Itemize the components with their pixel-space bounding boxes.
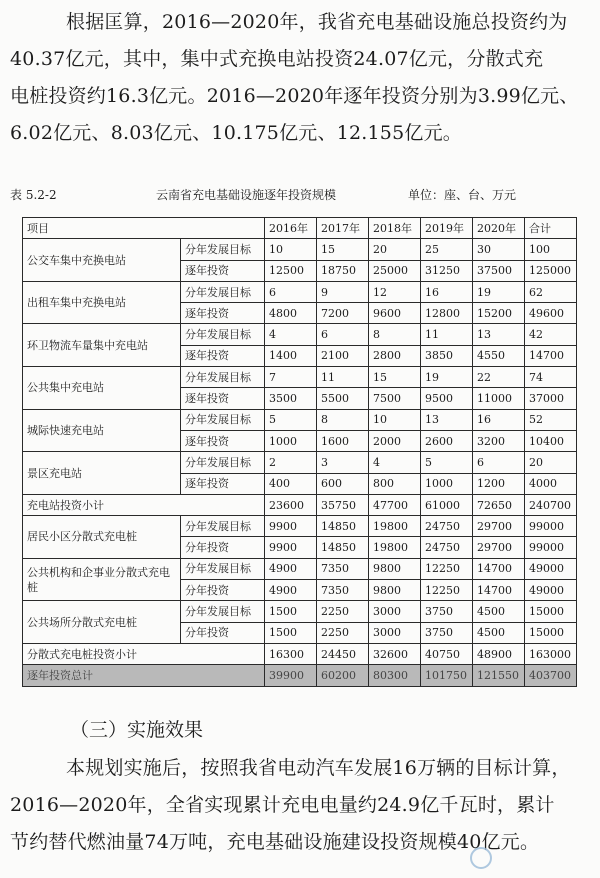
table-caption xyxy=(10,186,595,204)
project-name-cell: 城际快速充电站 xyxy=(23,409,181,452)
value-cell: 16 xyxy=(473,409,525,430)
indicator-cell: 逐年投资 xyxy=(181,430,265,451)
value-cell: 14700 xyxy=(473,580,525,601)
indicator-cell: 分年发展目标 xyxy=(181,452,265,473)
table-row xyxy=(23,516,577,537)
value-cell: 4800 xyxy=(265,303,317,324)
value-cell: 24750 xyxy=(421,516,473,537)
header-cell: 2018年 xyxy=(369,218,421,239)
value-cell: 35750 xyxy=(317,494,369,515)
value-cell: 4 xyxy=(369,452,421,473)
value-cell: 3200 xyxy=(473,430,525,451)
value-cell: 2250 xyxy=(317,622,369,643)
value-cell: 12 xyxy=(369,281,421,302)
value-cell: 62 xyxy=(525,281,577,302)
project-name-cell: 景区充电站 xyxy=(23,452,181,495)
value-cell: 39900 xyxy=(265,665,317,686)
value-cell: 15200 xyxy=(473,303,525,324)
value-cell: 12800 xyxy=(421,303,473,324)
value-cell: 12250 xyxy=(421,580,473,601)
value-cell: 32600 xyxy=(369,643,421,664)
watermark xyxy=(470,842,592,874)
value-cell: 7200 xyxy=(317,303,369,324)
value-cell: 10 xyxy=(369,409,421,430)
value-cell: 80300 xyxy=(369,665,421,686)
value-cell: 5 xyxy=(265,409,317,430)
header-cell: 2020年 xyxy=(473,218,525,239)
value-cell: 7500 xyxy=(369,388,421,409)
value-cell: 10 xyxy=(265,239,317,260)
value-cell: 72650 xyxy=(473,494,525,515)
value-cell: 13 xyxy=(421,409,473,430)
value-cell: 49000 xyxy=(525,558,577,579)
value-cell: 101750 xyxy=(421,665,473,686)
value-cell: 7350 xyxy=(317,558,369,579)
value-cell: 20 xyxy=(369,239,421,260)
value-cell: 19800 xyxy=(369,537,421,558)
value-cell: 25000 xyxy=(369,260,421,281)
header-cell: 2019年 xyxy=(421,218,473,239)
value-cell: 5500 xyxy=(317,388,369,409)
value-cell: 37000 xyxy=(525,388,577,409)
table-row xyxy=(23,239,577,260)
indicator-cell: 分年发展目标 xyxy=(181,367,265,388)
indicator-cell: 分年发展目标 xyxy=(181,558,265,579)
indicator-cell: 分年投资 xyxy=(181,622,265,643)
value-cell: 15000 xyxy=(525,601,577,622)
station-subtotal-row xyxy=(23,494,577,515)
value-cell: 11 xyxy=(317,367,369,388)
value-cell: 16300 xyxy=(265,643,317,664)
value-cell: 2000 xyxy=(369,430,421,451)
value-cell: 24750 xyxy=(421,537,473,558)
value-cell: 3850 xyxy=(421,345,473,366)
header-cell: 合计 xyxy=(525,218,577,239)
intro-paragraph xyxy=(10,4,595,152)
value-cell: 49600 xyxy=(525,303,577,324)
value-cell: 19 xyxy=(421,367,473,388)
value-cell: 22 xyxy=(473,367,525,388)
value-cell: 31250 xyxy=(421,260,473,281)
value-cell: 403700 xyxy=(525,665,577,686)
header-cell: 2017年 xyxy=(317,218,369,239)
value-cell: 1400 xyxy=(265,345,317,366)
indicator-cell: 逐年投资 xyxy=(181,388,265,409)
table-row xyxy=(23,452,577,473)
station-subtotal-row-label: 充电站投资小计 xyxy=(23,494,265,515)
value-cell: 49000 xyxy=(525,580,577,601)
indicator-cell: 分年投资 xyxy=(181,580,265,601)
header-cell: 项目 xyxy=(23,218,265,239)
table-number: 表 5.2-2 xyxy=(10,188,57,202)
value-cell: 37500 xyxy=(473,260,525,281)
indicator-cell: 逐年投资 xyxy=(181,345,265,366)
table-row xyxy=(23,558,577,579)
value-cell: 47700 xyxy=(369,494,421,515)
indicator-cell: 逐年投资 xyxy=(181,473,265,494)
value-cell: 4 xyxy=(265,324,317,345)
intro-line: 40.37亿元，其中，集中式充换电站投资24.07亿元，分散式充 xyxy=(10,48,544,70)
table-row xyxy=(23,367,577,388)
value-cell: 4500 xyxy=(473,622,525,643)
indicator-cell: 分年发展目标 xyxy=(181,281,265,302)
value-cell: 163000 xyxy=(525,643,577,664)
grand-total-row xyxy=(23,665,577,686)
value-cell: 74 xyxy=(525,367,577,388)
value-cell: 1200 xyxy=(473,473,525,494)
value-cell: 9900 xyxy=(265,516,317,537)
value-cell: 14850 xyxy=(317,516,369,537)
outcome-line: 节约替代燃油量74万吨，充电基础设施建设投资规模40亿元。 xyxy=(10,831,540,853)
value-cell: 3000 xyxy=(369,622,421,643)
value-cell: 11 xyxy=(421,324,473,345)
value-cell: 1600 xyxy=(317,430,369,451)
value-cell: 2 xyxy=(265,452,317,473)
indicator-cell: 分年发展目标 xyxy=(181,516,265,537)
table-row xyxy=(23,601,577,622)
value-cell: 10400 xyxy=(525,430,577,451)
value-cell: 16 xyxy=(421,281,473,302)
value-cell: 4500 xyxy=(473,601,525,622)
outcome-line: 本规划实施后，按照我省电动汽车发展16万辆的目标计算， xyxy=(66,757,571,779)
project-name-cell: 环卫物流车量集中充电站 xyxy=(23,324,181,367)
value-cell: 52 xyxy=(525,409,577,430)
value-cell: 12250 xyxy=(421,558,473,579)
indicator-cell: 分年投资 xyxy=(181,537,265,558)
value-cell: 3500 xyxy=(265,388,317,409)
indicator-cell: 逐年投资 xyxy=(181,260,265,281)
value-cell: 15 xyxy=(369,367,421,388)
table-row xyxy=(23,409,577,430)
value-cell: 125000 xyxy=(525,260,577,281)
value-cell: 9500 xyxy=(421,388,473,409)
investment-table xyxy=(22,217,577,687)
value-cell: 13 xyxy=(473,324,525,345)
value-cell: 42 xyxy=(525,324,577,345)
value-cell: 1000 xyxy=(421,473,473,494)
value-cell: 7350 xyxy=(317,580,369,601)
value-cell: 30 xyxy=(473,239,525,260)
value-cell: 6 xyxy=(265,281,317,302)
value-cell: 240700 xyxy=(525,494,577,515)
value-cell: 14850 xyxy=(317,537,369,558)
pile-subtotal-row xyxy=(23,643,577,664)
intro-line: 根据匡算，2016—2020年，我省充电基础设施总投资约为 xyxy=(66,11,568,33)
value-cell: 9900 xyxy=(265,537,317,558)
value-cell: 100 xyxy=(525,239,577,260)
value-cell: 3000 xyxy=(369,601,421,622)
value-cell: 29700 xyxy=(473,537,525,558)
value-cell: 19 xyxy=(473,281,525,302)
value-cell: 1500 xyxy=(265,601,317,622)
value-cell: 99000 xyxy=(525,516,577,537)
project-name-cell: 出租车集中充换电站 xyxy=(23,281,181,324)
value-cell: 2100 xyxy=(317,345,369,366)
project-name-cell: 公交车集中充换电站 xyxy=(23,239,181,282)
value-cell: 2800 xyxy=(369,345,421,366)
value-cell: 4900 xyxy=(265,558,317,579)
value-cell: 9800 xyxy=(369,580,421,601)
value-cell: 1500 xyxy=(265,622,317,643)
table-row xyxy=(23,281,577,302)
value-cell: 11000 xyxy=(473,388,525,409)
value-cell: 2600 xyxy=(421,430,473,451)
value-cell: 9800 xyxy=(369,558,421,579)
value-cell: 4900 xyxy=(265,580,317,601)
value-cell: 8 xyxy=(369,324,421,345)
indicator-cell: 分年发展目标 xyxy=(181,601,265,622)
indicator-cell: 逐年投资 xyxy=(181,303,265,324)
value-cell: 15000 xyxy=(525,622,577,643)
value-cell: 12500 xyxy=(265,260,317,281)
section-heading: （三）实施效果 xyxy=(70,719,204,741)
value-cell: 2250 xyxy=(317,601,369,622)
project-name-cell: 公共场所分散式充电桩 xyxy=(23,601,181,644)
value-cell: 61000 xyxy=(421,494,473,515)
value-cell: 15 xyxy=(317,239,369,260)
intro-line: 电桩投资约16.3亿元。2016—2020年逐年投资分别为3.99亿元、 xyxy=(10,85,579,107)
value-cell: 24450 xyxy=(317,643,369,664)
value-cell: 400 xyxy=(265,473,317,494)
value-cell: 6 xyxy=(473,452,525,473)
value-cell: 23600 xyxy=(265,494,317,515)
intro-line: 6.02亿元、8.03亿元、10.175亿元、12.155亿元。 xyxy=(10,122,462,144)
value-cell: 7 xyxy=(265,367,317,388)
value-cell: 29700 xyxy=(473,516,525,537)
value-cell: 14700 xyxy=(525,345,577,366)
value-cell: 60200 xyxy=(317,665,369,686)
project-name-cell: 居民小区分散式充电桩 xyxy=(23,516,181,559)
table-unit: 单位：座、台、万元 xyxy=(408,188,517,202)
value-cell: 9600 xyxy=(369,303,421,324)
value-cell: 8 xyxy=(317,409,369,430)
value-cell: 4000 xyxy=(525,473,577,494)
value-cell: 3750 xyxy=(421,601,473,622)
project-name-cell: 公共集中充电站 xyxy=(23,367,181,410)
pile-subtotal-row-label: 分散式充电桩投资小计 xyxy=(23,643,265,664)
indicator-cell: 分年发展目标 xyxy=(181,239,265,260)
indicator-cell: 分年发展目标 xyxy=(181,324,265,345)
value-cell: 9 xyxy=(317,281,369,302)
grand-total-row-label: 逐年投资总计 xyxy=(23,665,265,686)
value-cell: 99000 xyxy=(525,537,577,558)
value-cell: 25 xyxy=(421,239,473,260)
value-cell: 3 xyxy=(317,452,369,473)
value-cell: 5 xyxy=(421,452,473,473)
header-cell: 2016年 xyxy=(265,218,317,239)
value-cell: 20 xyxy=(525,452,577,473)
table-header-row xyxy=(23,218,577,239)
value-cell: 48900 xyxy=(473,643,525,664)
watermark-logo-icon xyxy=(470,847,492,869)
value-cell: 14700 xyxy=(473,558,525,579)
value-cell: 800 xyxy=(369,473,421,494)
table-row xyxy=(23,324,577,345)
value-cell: 121550 xyxy=(473,665,525,686)
table-title: 云南省充电基础设施逐年投资规模 xyxy=(156,188,337,202)
project-name-cell: 公共机构和企事业分散式充电桩 xyxy=(23,558,181,601)
value-cell: 600 xyxy=(317,473,369,494)
value-cell: 6 xyxy=(317,324,369,345)
outcome-line: 2016—2020年，全省实现累计充电电量约24.9亿千瓦时，累计 xyxy=(10,794,555,816)
value-cell: 4550 xyxy=(473,345,525,366)
indicator-cell: 分年发展目标 xyxy=(181,409,265,430)
value-cell: 40750 xyxy=(421,643,473,664)
value-cell: 19800 xyxy=(369,516,421,537)
value-cell: 1000 xyxy=(265,430,317,451)
value-cell: 18750 xyxy=(317,260,369,281)
value-cell: 3750 xyxy=(421,622,473,643)
